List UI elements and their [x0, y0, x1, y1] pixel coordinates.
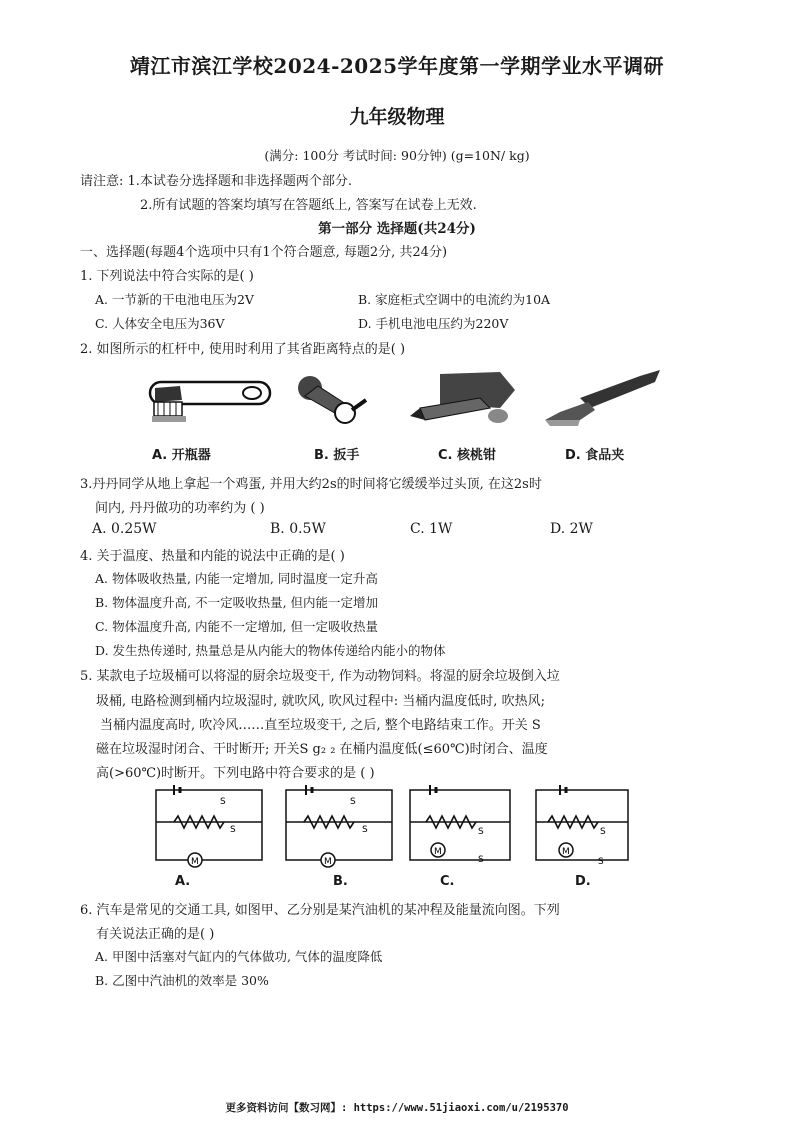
q4-option-a: A. 物体吸收热量, 内能一定增加, 同时温度一定升高 [95, 571, 378, 586]
section-heading: 一、选择题(每题4个选项中只有1个符合题意, 每题2分, 共24分) [80, 245, 448, 260]
svg-text:M: M [434, 847, 442, 857]
footer-link[interactable]: 更多资料访问【数习网】: https://www.51jiaoxi.com/u/2195370 [225, 1102, 569, 1114]
q1-option-c: C. 人体安全电压为36V [95, 316, 225, 331]
svg-text:S: S [478, 827, 484, 837]
exam-subtitle: 九年级物理 [349, 106, 445, 128]
svg-text:S: S [362, 825, 368, 835]
q5-circuit-diagrams [150, 784, 630, 874]
circuit-d [536, 785, 628, 867]
q2-stem: 2. 如图所示的杠杆中, 使用时利用了其省距离特点的是( ) [80, 342, 406, 357]
q5-line-2: 圾桶, 电路检测到桶内垃圾湿时, 就吹风, 吹风过程中: 当桶内温度低时, 吹热风; [96, 694, 545, 709]
circuit-b [286, 785, 392, 867]
notice-1: 请注意: 1.本试卷分选择题和非选择题两个部分. [80, 174, 353, 189]
q5-line-5: 高(>60℃)时断开。下列电路中符合要求的是 ( ) [96, 766, 375, 781]
svg-text:M: M [562, 847, 570, 857]
q4-option-c: C. 物体温度升高, 内能不一定增加, 但一定吸收热量 [95, 619, 378, 634]
q6-option-a: A. 甲图中活塞对气缸内的气体做功, 气体的温度降低 [95, 949, 383, 964]
switch-label: S [230, 825, 236, 835]
wrench-image [298, 376, 366, 423]
svg-text:S: S [598, 857, 604, 867]
q2-lever-figures [140, 368, 680, 440]
svg-text:S: S [600, 827, 606, 837]
q5-caption-a: A. [175, 874, 191, 889]
q3-option-c: C. 1W [410, 521, 453, 537]
q3-option-a: A. 0.25W [92, 521, 157, 537]
q5-caption-b: B. [333, 874, 348, 889]
food-tongs-image [545, 370, 660, 426]
q1-option-d: D. 手机电池电压约为220V [358, 316, 509, 331]
switch-label: S [220, 797, 226, 807]
q3-line-2: 间内, 丹丹做功的功率约为 ( ) [95, 501, 265, 516]
q6-option-b: B. 乙图中汽油机的效率是 30% [95, 973, 269, 988]
q3-option-d: D. 2W [550, 521, 593, 537]
q3-line-1: 3.丹丹同学从地上拿起一个鸡蛋, 并用大约2s的时间将它缓缓举过头顶, 在这2s时 [80, 477, 542, 492]
svg-text:S: S [478, 855, 484, 865]
nutcracker-image [410, 372, 515, 423]
q3-option-b: B. 0.5W [270, 521, 326, 537]
notice-2: 2.所有试题的答案均填写在答题纸上, 答案写在试卷上无效. [140, 198, 477, 213]
q1-option-a: A. 一节新的干电池电压为2V [95, 292, 254, 307]
q5-caption-c: C. [440, 874, 455, 889]
q2-caption-b: B. 扳手 [314, 448, 360, 463]
q2-caption-c: C. 核桃钳 [438, 448, 497, 463]
circuit-c [410, 785, 510, 865]
q5-line-3: 当桶内温度高时, 吹冷风……直至垃圾变干, 之后, 整个电路结束工作。开关 S [100, 718, 541, 733]
part-title: 第一部分 选择题(共24分) [318, 221, 476, 237]
q1-option-b: B. 家庭柜式空调中的电流约为10A [358, 292, 551, 307]
q4-stem: 4. 关于温度、热量和内能的说法中正确的是( ) [80, 549, 345, 564]
q5-line-1: 5. 某款电子垃圾桶可以将湿的厨余垃圾变干, 作为动物饲料。将湿的厨余垃圾倒入垃 [80, 669, 560, 684]
q6-line-2: 有关说法正确的是( ) [96, 927, 215, 942]
svg-text:S: S [350, 797, 356, 807]
exam-title: 靖江市滨江学校2024-2025学年度第一学期学业水平调研 [129, 54, 665, 78]
q5-caption-d: D. [575, 874, 591, 889]
q1-stem: 1. 下列说法中符合实际的是( ) [80, 269, 254, 284]
svg-text:M: M [324, 857, 332, 867]
exam-info: (满分: 100分 考试时间: 90分钟) (g=10N/ kg) [264, 148, 530, 163]
q5-line-4: 磁在垃圾湿时闭合、干时断开; 开关S g₂ ₂ 在桶内温度低(≤60℃)时闭合、温度 [96, 742, 548, 757]
q2-caption-a: A. 开瓶器 [152, 448, 211, 463]
q2-caption-d: D. 食品夹 [565, 448, 625, 463]
q4-option-d: D. 发生热传递时, 热量总是从内能大的物体传递给内能小的物体 [95, 643, 446, 658]
circuit-a [156, 785, 262, 867]
q6-line-1: 6. 汽车是常见的交通工具, 如图甲、乙分别是某汽油机的某冲程及能量流向图。下列 [80, 903, 560, 918]
q4-option-b: B. 物体温度升高, 不一定吸收热量, 但内能一定增加 [95, 595, 379, 610]
bottle-opener-image [150, 382, 270, 422]
svg-text:M: M [191, 857, 199, 867]
